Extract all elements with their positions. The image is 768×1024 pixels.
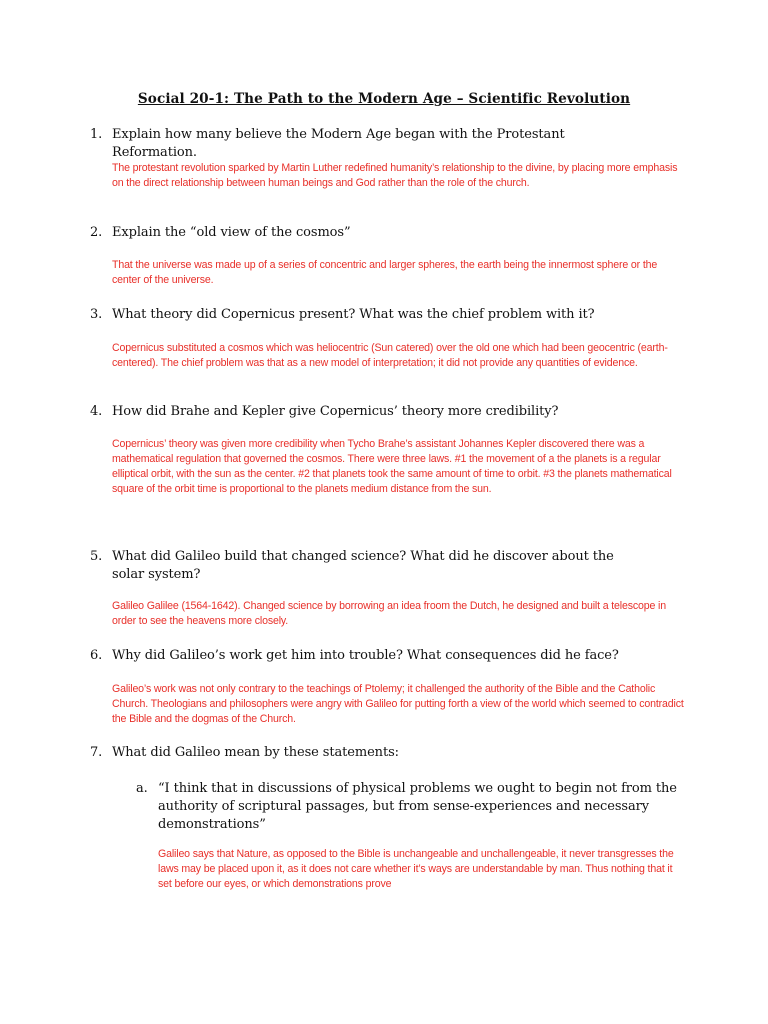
page-title: Social 20-1: The Path to the Modern Age – Scientific Revolution xyxy=(137,91,631,107)
question-number: 7. xyxy=(90,745,103,760)
question-number: 3. xyxy=(90,307,103,322)
sub-question-text: “I think that in discussions of physical problems we ought to begin not from the authority of scriptural passages, but from sense-experiences and necessary demonstrations” xyxy=(158,781,677,832)
answer-4: Copernicus’ theory was given more credibility when Tycho Brahe’s assistant Johannes Kepler discovered there was a mathematical regulation that governed the cosmos. There were three laws. #1 the movement of a the planets is a regular elliptical orbit, with the sun as the center. #2 that planets took the same amount of time to orbit. #3 the planets mathematical square of the orbit time is proportional to the planets medium distance from the sun. xyxy=(112,438,672,495)
answer-6: Galileo’s work was not only contrary to the teachings of Ptolemy; it challenged the authority of the Bible and the Catholic Church. Theologians and philosophers were angry with Galileo for putting forth a view of the world which seemed to contradict the Bible and the dogmas of the Church. xyxy=(112,683,684,725)
question-number: 4. xyxy=(90,404,103,419)
question-text: What theory did Copernicus present? What was the chief problem with it? xyxy=(112,307,595,322)
question-text: What did Galileo build that changed science? What did he discover about the solar system? xyxy=(112,549,614,582)
question-number: 1. xyxy=(90,127,103,142)
question-text: Explain the “old view of the cosmos” xyxy=(112,225,351,240)
question-number: 5. xyxy=(90,549,103,564)
answer-2: That the universe was made up of a series of concentric and larger spheres, the earth being the innermost sphere or the center of the universe. xyxy=(112,259,658,286)
question-text: Explain how many believe the Modern Age began with the Protestant Reformation. xyxy=(112,127,565,160)
answer-5: Galileo Galilee (1564-1642). Changed science by borrowing an idea froom the Dutch, he designed and built a telescope in order to see the heavens more closely. xyxy=(112,600,666,627)
question-text: What did Galileo mean by these statements: xyxy=(112,745,399,760)
question-text: Why did Galileo’s work get him into trouble? What consequences did he face? xyxy=(112,648,619,663)
sub-question-letter: a. xyxy=(136,781,148,796)
answer-1: The protestant revolution sparked by Martin Luther redefined humanity’s relationship to the divine, by placing more emphasis on the direct relationship between human beings and God rather than the role of the church. xyxy=(112,162,678,189)
question-number: 2. xyxy=(90,225,103,240)
answer-7a: Galileo says that Nature, as opposed to the Bible is unchangeable and unchallengeable, it never transgresses the laws may be placed upon it, as it does not care whether it’s ways are understandable by man. Thus nothing that it set before our eyes, or which demonstrations prove xyxy=(158,848,674,890)
question-text: How did Brahe and Kepler give Copernicus’ theory more credibility? xyxy=(112,404,559,419)
question-number: 6. xyxy=(90,648,103,663)
answer-3: Copernicus substituted a cosmos which was heliocentric (Sun catered) over the old one which had been geocentric (earth-centered). The chief problem was that as a new model of interpretation; it did not provide any quantities of evidence. xyxy=(112,342,668,369)
